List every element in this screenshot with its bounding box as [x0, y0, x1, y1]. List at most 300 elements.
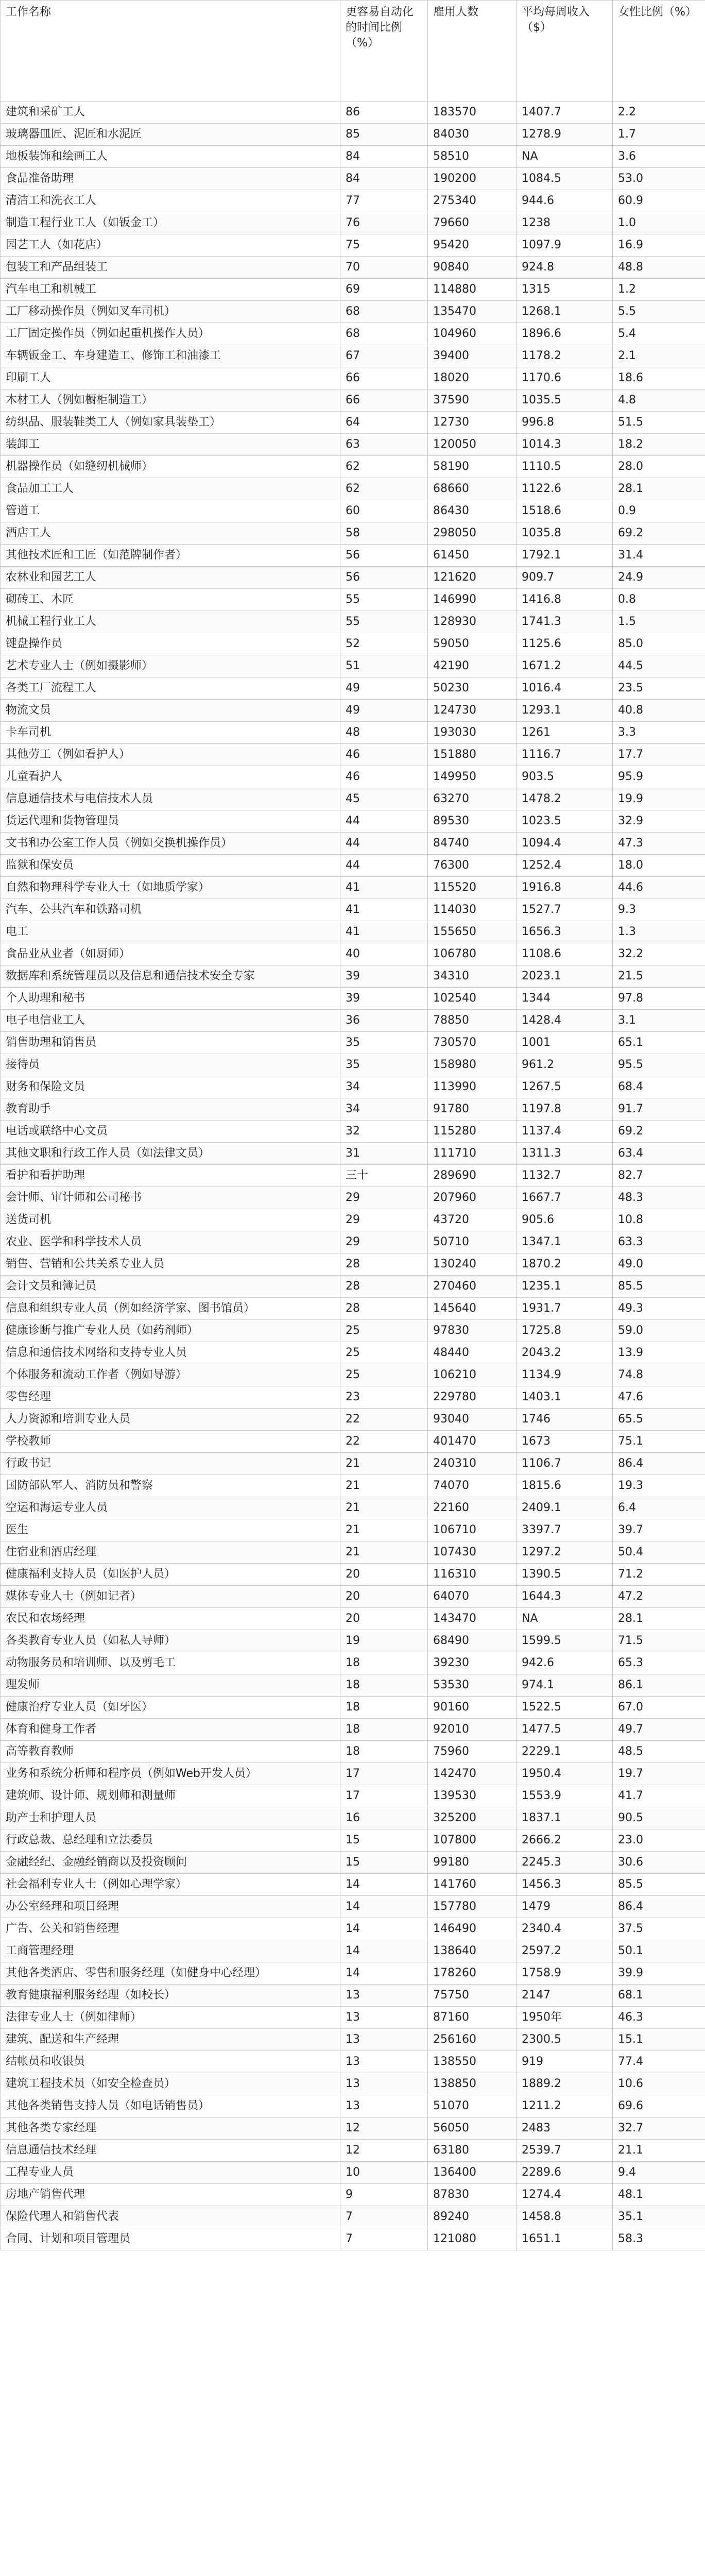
automation-share-cell: 12	[340, 2140, 428, 2162]
weekly-earnings-cell: 919	[517, 2051, 613, 2073]
table-row	[1, 1962, 705, 1985]
job-title-cell: 个体服务和流动工作者（例如导游）	[1, 1364, 340, 1386]
employment-cell: 99180	[428, 1852, 517, 1874]
job-title-cell: 健康福利支持人员（如医护人员）	[1, 1564, 340, 1586]
table-row	[1, 1940, 705, 1962]
automation-share-cell: 14	[340, 1874, 428, 1896]
job-title-cell: 业务和系统分析师和程序员（例如Web开发人员）	[1, 1763, 340, 1785]
employment-cell: 93040	[428, 1409, 517, 1431]
table-row	[1, 744, 705, 766]
automation-share-cell: 10	[340, 2162, 428, 2184]
female-share-cell: 9.4	[613, 2162, 705, 2184]
automation-share-cell: 18	[340, 1697, 428, 1719]
job-title-cell: 玻璃器皿匠、泥匠和水泥匠	[1, 124, 340, 146]
employment-cell: 141760	[428, 1874, 517, 1896]
employment-cell: 91780	[428, 1098, 517, 1121]
automation-share-cell: 三十	[340, 1165, 428, 1187]
table-row	[1, 1386, 705, 1409]
female-share-cell: 17.7	[613, 744, 705, 766]
job-title-cell: 物流文员	[1, 700, 340, 722]
job-title-cell: 制造工程行业工人（如钣金工）	[1, 212, 340, 234]
weekly-earnings-cell: 2289.6	[517, 2162, 613, 2184]
employment-cell: 149950	[428, 766, 517, 788]
automation-share-cell: 25	[340, 1364, 428, 1386]
job-title-cell: 车辆钣金工、车身建造工、修饰工和油漆工	[1, 345, 340, 367]
female-share-cell: 53.0	[613, 168, 705, 190]
table-row	[1, 1209, 705, 1231]
table-row	[1, 1763, 705, 1785]
weekly-earnings-cell: 2597.2	[517, 1940, 613, 1962]
automation-share-cell: 67	[340, 345, 428, 367]
female-share-cell: 0.9	[613, 500, 705, 522]
table-row	[1, 1098, 705, 1121]
automation-share-cell: 41	[340, 899, 428, 921]
table-row	[1, 389, 705, 412]
weekly-earnings-cell: 1094.4	[517, 833, 613, 855]
employment-cell: 18020	[428, 367, 517, 389]
weekly-earnings-cell: 1125.6	[517, 633, 613, 655]
job-title-cell: 木材工人（例如橱柜制造工）	[1, 389, 340, 412]
female-share-cell: 3.3	[613, 722, 705, 744]
table-row	[1, 1985, 705, 2007]
employment-cell: 116310	[428, 1564, 517, 1586]
table-row	[1, 1785, 705, 1807]
weekly-earnings-cell: 1870.2	[517, 1253, 613, 1276]
weekly-earnings-cell: 2147	[517, 1985, 613, 2007]
female-share-cell: 19.7	[613, 1763, 705, 1785]
employment-cell: 130240	[428, 1253, 517, 1276]
table-row	[1, 700, 705, 722]
header-female-share: 女性比例（%）	[613, 1, 705, 101]
job-title-cell: 各类教育专业人员（如私人导师）	[1, 1630, 340, 1652]
employment-cell: 115280	[428, 1121, 517, 1143]
table-row	[1, 412, 705, 434]
automation-share-cell: 84	[340, 168, 428, 190]
female-share-cell: 68.1	[613, 1985, 705, 2007]
job-title-cell: 其他技术匠和工匠（如范牌制作者）	[1, 545, 340, 567]
table-row	[1, 1697, 705, 1719]
table-row	[1, 1032, 705, 1054]
employment-cell: 138550	[428, 2051, 517, 2073]
female-share-cell: 86.1	[613, 1674, 705, 1697]
female-share-cell: 65.1	[613, 1032, 705, 1054]
header-employment: 雇用人数	[428, 1, 517, 101]
weekly-earnings-cell: 1297.2	[517, 1541, 613, 1564]
employment-cell: 155650	[428, 921, 517, 943]
employment-cell: 124730	[428, 700, 517, 722]
job-title-cell: 机器操作员（如缝纫机械师）	[1, 456, 340, 478]
female-share-cell: 28.1	[613, 478, 705, 500]
weekly-earnings-cell: 1667.7	[517, 1187, 613, 1209]
automation-share-cell: 28	[340, 1298, 428, 1320]
employment-cell: 75750	[428, 1985, 517, 2007]
female-share-cell: 67.0	[613, 1697, 705, 1719]
job-title-cell: 房地产销售代理	[1, 2184, 340, 2206]
automation-share-cell: 77	[340, 190, 428, 212]
employment-cell: 121620	[428, 567, 517, 589]
weekly-earnings-cell: 1527.7	[517, 899, 613, 921]
automation-share-cell: 15	[340, 1829, 428, 1852]
automation-share-cell: 13	[340, 2051, 428, 2073]
female-share-cell: 65.5	[613, 1409, 705, 1431]
female-share-cell: 28.0	[613, 456, 705, 478]
automation-share-cell: 41	[340, 877, 428, 899]
employment-cell: 142470	[428, 1763, 517, 1785]
automation-share-cell: 23	[340, 1386, 428, 1409]
table-row	[1, 1187, 705, 1209]
table-row	[1, 2117, 705, 2140]
automation-share-cell: 34	[340, 1076, 428, 1098]
weekly-earnings-cell: 1267.5	[517, 1076, 613, 1098]
automation-share-cell: 14	[340, 1896, 428, 1918]
employment-cell: 75960	[428, 1741, 517, 1763]
table-row	[1, 2095, 705, 2117]
weekly-earnings-cell: 944.6	[517, 190, 613, 212]
weekly-earnings-cell: 1407.7	[517, 101, 613, 124]
automation-share-cell: 15	[340, 1852, 428, 1874]
table-row	[1, 788, 705, 810]
employment-cell: 107430	[428, 1541, 517, 1564]
female-share-cell: 18.0	[613, 855, 705, 877]
weekly-earnings-cell: 1122.6	[517, 478, 613, 500]
weekly-earnings-cell: 2539.7	[517, 2140, 613, 2162]
weekly-earnings-cell: 1315	[517, 279, 613, 301]
weekly-earnings-cell: 1110.5	[517, 456, 613, 478]
employment-cell: 289690	[428, 1165, 517, 1187]
table-row	[1, 522, 705, 545]
weekly-earnings-cell: 1016.4	[517, 677, 613, 700]
weekly-earnings-cell: 1261	[517, 722, 613, 744]
table-row	[1, 190, 705, 212]
female-share-cell: 23.5	[613, 677, 705, 700]
table-row	[1, 921, 705, 943]
automation-share-cell: 49	[340, 677, 428, 700]
automation-share-cell: 21	[340, 1453, 428, 1475]
job-title-cell: 健康诊断与推广专业人员（如药剂师）	[1, 1320, 340, 1342]
job-title-cell: 卡车司机	[1, 722, 340, 744]
job-title-cell: 机械工程行业工人	[1, 611, 340, 633]
female-share-cell: 1.0	[613, 212, 705, 234]
job-title-cell: 看护和看护助理	[1, 1165, 340, 1187]
job-title-cell: 其他各类销售支持人员（如电话销售员）	[1, 2095, 340, 2117]
female-share-cell: 31.4	[613, 545, 705, 567]
weekly-earnings-cell: 1746	[517, 1409, 613, 1431]
employment-cell: 92010	[428, 1719, 517, 1741]
table-row	[1, 168, 705, 190]
employment-cell: 50710	[428, 1231, 517, 1253]
table-row	[1, 611, 705, 633]
employment-cell: 145640	[428, 1298, 517, 1320]
weekly-earnings-cell: 1458.8	[517, 2206, 613, 2228]
table-row	[1, 101, 705, 124]
automation-share-cell: 85	[340, 124, 428, 146]
weekly-earnings-cell: 1311.3	[517, 1143, 613, 1165]
weekly-earnings-cell: 2229.1	[517, 1741, 613, 1763]
employment-cell: 114880	[428, 279, 517, 301]
table-row	[1, 257, 705, 279]
table-row	[1, 1253, 705, 1276]
weekly-earnings-cell: 903.5	[517, 766, 613, 788]
female-share-cell: 30.6	[613, 1852, 705, 1874]
employment-cell: 325200	[428, 1807, 517, 1829]
weekly-earnings-cell: 1197.8	[517, 1098, 613, 1121]
female-share-cell: 60.9	[613, 190, 705, 212]
automation-share-cell: 7	[340, 2206, 428, 2228]
table-header-row	[1, 1, 705, 101]
employment-cell: 121080	[428, 2228, 517, 2250]
female-share-cell: 40.8	[613, 700, 705, 722]
female-share-cell: 15.1	[613, 2029, 705, 2051]
female-share-cell: 32.7	[613, 2117, 705, 2140]
table-row	[1, 1453, 705, 1475]
automation-share-cell: 56	[340, 545, 428, 567]
employment-cell: 136400	[428, 2162, 517, 2184]
table-row	[1, 1741, 705, 1763]
job-title-cell: 食品加工工人	[1, 478, 340, 500]
employment-cell: 730570	[428, 1032, 517, 1054]
female-share-cell: 2.1	[613, 345, 705, 367]
employment-cell: 190200	[428, 168, 517, 190]
female-share-cell: 65.3	[613, 1652, 705, 1674]
employment-cell: 183570	[428, 101, 517, 124]
table-row	[1, 810, 705, 833]
table-row	[1, 1497, 705, 1519]
table-row	[1, 1874, 705, 1896]
employment-cell: 158980	[428, 1054, 517, 1076]
automation-share-cell: 19	[340, 1630, 428, 1652]
employment-cell: 87830	[428, 2184, 517, 2206]
table-row	[1, 434, 705, 456]
automation-share-cell: 76	[340, 212, 428, 234]
table-row	[1, 456, 705, 478]
automation-share-cell: 9	[340, 2184, 428, 2206]
job-title-cell: 纺织品、服装鞋类工人（例如家具装垫工）	[1, 412, 340, 434]
female-share-cell: 5.4	[613, 323, 705, 345]
female-share-cell: 32.9	[613, 810, 705, 833]
female-share-cell: 37.5	[613, 1918, 705, 1940]
weekly-earnings-cell: 2666.2	[517, 1829, 613, 1852]
table-row	[1, 2073, 705, 2095]
employment-cell: 113990	[428, 1076, 517, 1098]
employment-cell: 43720	[428, 1209, 517, 1231]
table-row	[1, 567, 705, 589]
job-title-cell: 建筑和采矿工人	[1, 101, 340, 124]
automation-share-cell: 44	[340, 810, 428, 833]
weekly-earnings-cell: 1347.1	[517, 1231, 613, 1253]
employment-cell: 34310	[428, 965, 517, 988]
weekly-earnings-cell: 1403.1	[517, 1386, 613, 1409]
table-row	[1, 234, 705, 257]
automation-share-cell: 20	[340, 1586, 428, 1608]
table-row	[1, 2184, 705, 2206]
weekly-earnings-cell: 1837.1	[517, 1807, 613, 1829]
table-row	[1, 1121, 705, 1143]
female-share-cell: 68.4	[613, 1076, 705, 1098]
female-share-cell: 35.1	[613, 2206, 705, 2228]
automation-share-cell: 36	[340, 1010, 428, 1032]
employment-cell: 106710	[428, 1519, 517, 1541]
female-share-cell: 59.0	[613, 1320, 705, 1342]
female-share-cell: 71.5	[613, 1630, 705, 1652]
automation-share-cell: 22	[340, 1409, 428, 1431]
weekly-earnings-cell: 1116.7	[517, 744, 613, 766]
female-share-cell: 3.1	[613, 1010, 705, 1032]
employment-cell: 275340	[428, 190, 517, 212]
job-title-cell: 食品准备助理	[1, 168, 340, 190]
automation-share-cell: 14	[340, 1918, 428, 1940]
female-share-cell: 2.2	[613, 101, 705, 124]
weekly-earnings-cell: 1522.5	[517, 1697, 613, 1719]
job-title-cell: 健康治疗专业人员（如牙医）	[1, 1697, 340, 1719]
table-row	[1, 1143, 705, 1165]
employment-cell: 207960	[428, 1187, 517, 1209]
weekly-earnings-cell: 1673	[517, 1431, 613, 1453]
female-share-cell: 82.7	[613, 1165, 705, 1187]
table-row	[1, 146, 705, 168]
job-title-cell: 自然和物理科学专业人士（如地质学家）	[1, 877, 340, 899]
female-share-cell: 1.3	[613, 921, 705, 943]
weekly-earnings-cell: 974.1	[517, 1674, 613, 1697]
female-share-cell: 69.2	[613, 522, 705, 545]
table-row	[1, 589, 705, 611]
employment-cell: 79660	[428, 212, 517, 234]
table-row	[1, 2228, 705, 2250]
automation-share-cell: 69	[340, 279, 428, 301]
employment-cell: 146990	[428, 589, 517, 611]
employment-cell: 59050	[428, 633, 517, 655]
table-row	[1, 1630, 705, 1652]
table-row	[1, 655, 705, 677]
weekly-earnings-cell: 1725.8	[517, 1320, 613, 1342]
automation-share-cell: 75	[340, 234, 428, 257]
employment-cell: 37590	[428, 389, 517, 412]
table-row	[1, 1586, 705, 1608]
employment-cell: 106780	[428, 943, 517, 965]
female-share-cell: 71.2	[613, 1564, 705, 1586]
weekly-earnings-cell: 1278.9	[517, 124, 613, 146]
weekly-earnings-cell: NA	[517, 146, 613, 168]
table-row	[1, 1608, 705, 1630]
employment-cell: 48440	[428, 1342, 517, 1364]
female-share-cell: 48.3	[613, 1187, 705, 1209]
job-title-cell: 建筑工程技术员（如安全检查员）	[1, 2073, 340, 2095]
female-share-cell: 23.0	[613, 1829, 705, 1852]
table-row	[1, 677, 705, 700]
automation-share-cell: 41	[340, 921, 428, 943]
employment-cell: 78850	[428, 1010, 517, 1032]
automation-share-cell: 18	[340, 1719, 428, 1741]
female-share-cell: 18.6	[613, 367, 705, 389]
automation-share-cell: 39	[340, 965, 428, 988]
female-share-cell: 47.3	[613, 833, 705, 855]
table-row	[1, 1674, 705, 1697]
job-title-cell: 信息和组织专业人员（例如经济学家、图书馆员）	[1, 1298, 340, 1320]
employment-cell: 138640	[428, 1940, 517, 1962]
employment-cell: 114030	[428, 899, 517, 921]
female-share-cell: 58.3	[613, 2228, 705, 2250]
table-row	[1, 1829, 705, 1852]
weekly-earnings-cell: 1235.1	[517, 1276, 613, 1298]
weekly-earnings-cell: 1815.6	[517, 1475, 613, 1497]
automation-share-cell: 40	[340, 943, 428, 965]
employment-cell: 151880	[428, 744, 517, 766]
weekly-earnings-cell: 1035.5	[517, 389, 613, 412]
job-title-cell: 印刷工人	[1, 367, 340, 389]
job-title-cell: 个人助理和秘书	[1, 988, 340, 1010]
table-row	[1, 1564, 705, 1586]
automation-share-cell: 17	[340, 1785, 428, 1807]
table-row	[1, 943, 705, 965]
weekly-earnings-cell: 1023.5	[517, 810, 613, 833]
employment-cell: 68660	[428, 478, 517, 500]
weekly-earnings-cell: 924.8	[517, 257, 613, 279]
automation-share-cell: 58	[340, 522, 428, 545]
table-row	[1, 124, 705, 146]
female-share-cell: 10.8	[613, 1209, 705, 1231]
table-row	[1, 1652, 705, 1674]
female-share-cell: 85.5	[613, 1874, 705, 1896]
job-title-cell: 文书和办公室工作人员（例如交换机操作员）	[1, 833, 340, 855]
employment-cell: 84030	[428, 124, 517, 146]
weekly-earnings-cell: 1428.4	[517, 1010, 613, 1032]
automation-share-cell: 13	[340, 2029, 428, 2051]
automation-share-cell: 70	[340, 257, 428, 279]
table-row	[1, 1364, 705, 1386]
employment-cell: 87160	[428, 2007, 517, 2029]
table-row	[1, 1231, 705, 1253]
automation-share-cell: 84	[340, 146, 428, 168]
female-share-cell: 49.7	[613, 1719, 705, 1741]
weekly-earnings-cell: 2023.1	[517, 965, 613, 988]
table-row	[1, 1409, 705, 1431]
table-row	[1, 1852, 705, 1874]
job-title-cell: 学校教师	[1, 1431, 340, 1453]
table-row	[1, 301, 705, 323]
weekly-earnings-cell: 1268.1	[517, 301, 613, 323]
weekly-earnings-cell: 1252.4	[517, 855, 613, 877]
table-row	[1, 855, 705, 877]
weekly-earnings-cell: 1456.3	[517, 1874, 613, 1896]
job-title-cell: 会计师、审计师和公司秘书	[1, 1187, 340, 1209]
job-title-cell: 接待员	[1, 1054, 340, 1076]
job-title-cell: 清洁工和洗衣工人	[1, 190, 340, 212]
employment-cell: 76300	[428, 855, 517, 877]
automation-share-cell: 39	[340, 988, 428, 1010]
weekly-earnings-cell: 1035.8	[517, 522, 613, 545]
table-row	[1, 545, 705, 567]
automation-share-cell: 13	[340, 1985, 428, 2007]
employment-cell: 298050	[428, 522, 517, 545]
weekly-earnings-cell: 1178.2	[517, 345, 613, 367]
automation-share-cell: 68	[340, 323, 428, 345]
automation-share-cell: 7	[340, 2228, 428, 2250]
weekly-earnings-cell: 1758.9	[517, 1962, 613, 1985]
automation-share-cell: 35	[340, 1054, 428, 1076]
job-title-cell: 电工	[1, 921, 340, 943]
female-share-cell: 49.0	[613, 1253, 705, 1276]
weekly-earnings-cell: 1001	[517, 1032, 613, 1054]
female-share-cell: 95.5	[613, 1054, 705, 1076]
table-row	[1, 988, 705, 1010]
automation-share-cell: 18	[340, 1741, 428, 1763]
weekly-earnings-cell: 1134.9	[517, 1364, 613, 1386]
weekly-earnings-cell: 2340.4	[517, 1918, 613, 1940]
table-row	[1, 1541, 705, 1564]
job-title-cell: 社会福利专业人士（例如心理学家）	[1, 1874, 340, 1896]
job-title-cell: 财务和保险文员	[1, 1076, 340, 1098]
table-row	[1, 1719, 705, 1741]
job-title-cell: 汽车、公共汽车和铁路司机	[1, 899, 340, 921]
